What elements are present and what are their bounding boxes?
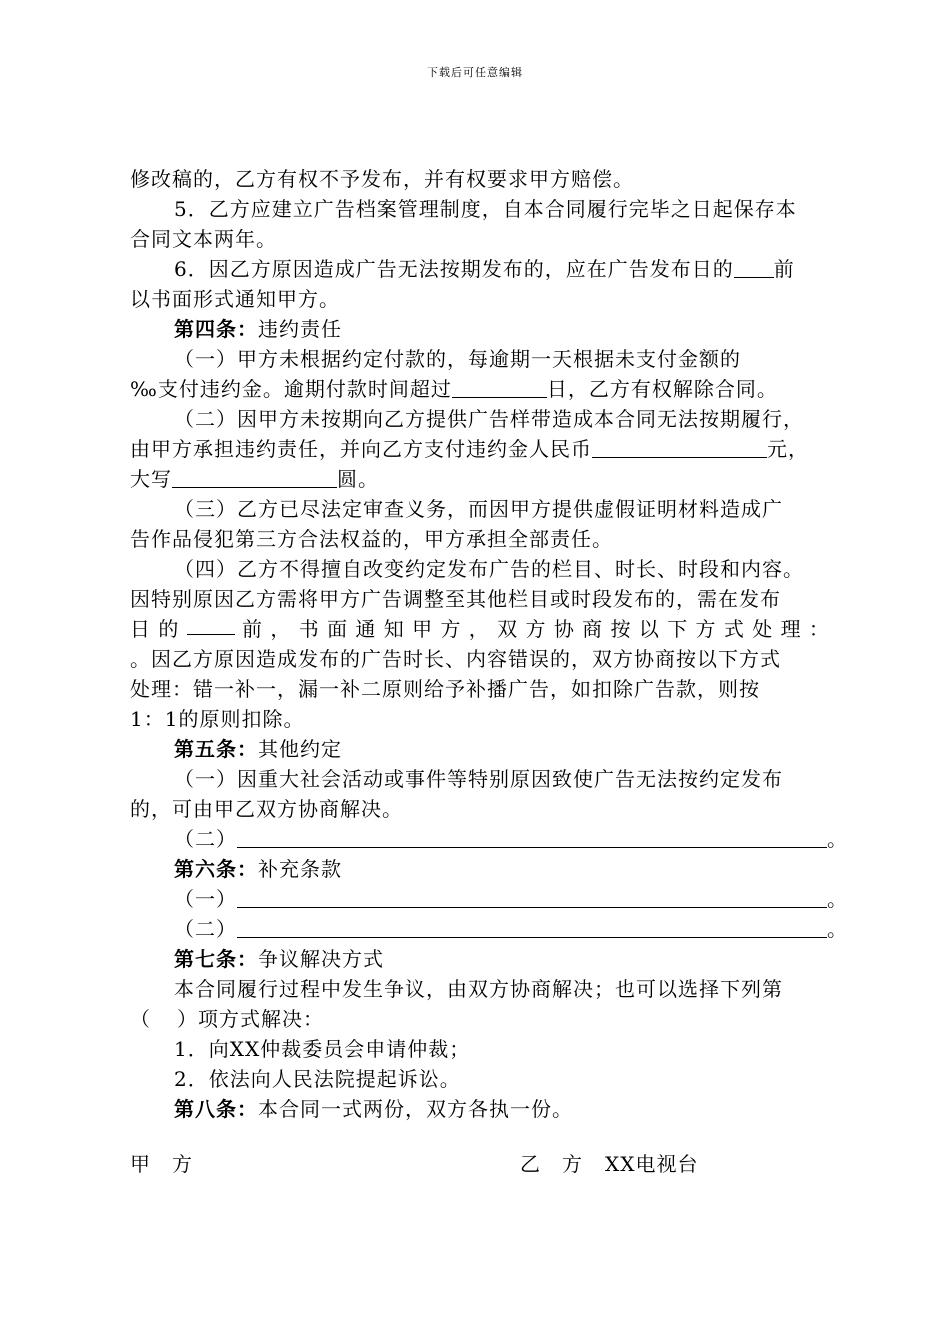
text-line: 告作品侵犯第三方合法权益的，甲方承担全部责任。 xyxy=(130,527,613,551)
text-line-justified xyxy=(130,614,830,644)
section-text: 争议解决方式 xyxy=(258,947,384,971)
text-char: 面 xyxy=(327,617,349,641)
text-segment: 。 xyxy=(827,827,848,851)
section-7-heading xyxy=(174,944,874,974)
section-text: 本合同一式两份，双方各执一份。 xyxy=(258,1097,573,1121)
text-segment: （二） xyxy=(174,917,237,941)
text-line: （三）乙方已尽法定审查义务，而因甲方提供虚假证明材料造成广 xyxy=(174,497,783,521)
text-char: 处 xyxy=(752,617,774,641)
text-char: 甲 xyxy=(412,617,434,641)
text-line: 因特别原因乙方需将甲方广告调整至其他栏目或时段发布的，需在发布 xyxy=(130,587,781,611)
section-text: 补充条款 xyxy=(258,857,342,881)
text-segment: ‰支付违约金。逾期付款时间超过 xyxy=(130,377,452,401)
text-line xyxy=(130,374,830,404)
text-line: （四）乙方不得擅自改变约定发布广告的栏目、时长、时段和内容。 xyxy=(174,557,804,581)
page-header: 下载后可任意编辑 xyxy=(427,66,523,79)
text-char: 下 xyxy=(667,617,689,641)
fill-blank xyxy=(187,614,235,635)
text-line: 。因乙方原因造成发布的广告时长、内容错误的，双方协商按以下方式 xyxy=(130,647,781,671)
fill-blank xyxy=(734,257,774,278)
text-segment: 大写 xyxy=(130,467,172,491)
text-segment: 日，乙方有权解除合同。 xyxy=(546,377,778,401)
text-segment: （二） xyxy=(174,827,237,851)
fill-blank xyxy=(592,437,767,458)
text-line: 修改稿的，乙方有权不予发布，并有权要求甲方赔偿。 xyxy=(130,167,634,191)
section-text: 其他约定 xyxy=(258,737,342,761)
text-char: 以 xyxy=(638,617,660,641)
text-line: 以书面形式通知甲方。 xyxy=(130,287,340,311)
section-5-heading xyxy=(174,734,874,764)
section-8-heading xyxy=(174,1094,874,1124)
text-line: （一）因重大社会活动或事件等特别原因致使广告无法按约定发布 xyxy=(174,767,783,791)
text-char: 书 xyxy=(298,617,320,641)
text-line xyxy=(174,824,874,854)
text-segment: （ xyxy=(130,1007,151,1031)
party-b-block xyxy=(520,1148,698,1177)
section-4-heading xyxy=(174,314,874,344)
text-char: 的 xyxy=(158,617,180,641)
text-char: 方 xyxy=(525,617,547,641)
party-a-label: 甲 方 xyxy=(130,1152,193,1176)
option-2: 2．依法向人民法院提起诉讼。 xyxy=(174,1067,461,1091)
text-char: 双 xyxy=(497,617,519,641)
text-line: 合同文本两年。 xyxy=(130,227,277,251)
text-char: 通 xyxy=(355,617,377,641)
text-segment: ）项方式解决： xyxy=(177,1007,324,1031)
section-title: 第五条： xyxy=(174,737,258,761)
text-char: 方 xyxy=(440,617,462,641)
clause-5: 5．乙方应建立广告档案管理制度，自本合同履行完毕之日起保存本 xyxy=(174,197,797,221)
text-char: 前 xyxy=(242,617,264,641)
text-line xyxy=(174,914,874,944)
text-char: ： xyxy=(808,617,830,641)
text-segment: 元， xyxy=(767,437,809,461)
section-title: 第六条： xyxy=(174,857,258,881)
text-char: ， xyxy=(270,617,292,641)
text-segment: 圆。 xyxy=(337,467,379,491)
text-line: 的，可由甲乙双方协商解决。 xyxy=(130,797,403,821)
text-char: ， xyxy=(468,617,490,641)
text-char: 商 xyxy=(582,617,604,641)
text-line: 1：1的原则扣除。 xyxy=(130,707,305,731)
text-line xyxy=(130,464,830,494)
option-1: 1．向XX仲裁委员会申请仲裁； xyxy=(174,1037,471,1061)
section-6-heading xyxy=(174,854,874,884)
text-segment: 由甲方承担违约责任，并向乙方支付违约金人民币 xyxy=(130,437,592,461)
text-line xyxy=(174,884,874,914)
text-char: 知 xyxy=(383,617,405,641)
text-char: 日 xyxy=(130,617,151,641)
section-text: 违约责任 xyxy=(258,317,342,341)
text-segment: 。 xyxy=(827,917,848,941)
text-line xyxy=(130,1004,830,1034)
fill-blank xyxy=(237,887,827,908)
text-char: 协 xyxy=(553,617,575,641)
fill-blank xyxy=(172,467,337,488)
section-title: 第八条： xyxy=(174,1097,258,1121)
fill-blank xyxy=(237,917,827,938)
text-segment: 6．因乙方原因造成广告无法按期发布的，应在广告发布日的 xyxy=(174,257,734,281)
text-char: 理 xyxy=(780,617,802,641)
text-line: 处理：错一补一，漏一补二原则给予补播广告，如扣除广告款，则按 xyxy=(130,677,760,701)
text-char: 方 xyxy=(695,617,717,641)
fill-blank xyxy=(452,377,547,398)
text-char: 按 xyxy=(610,617,632,641)
party-b-label: 乙 方 xyxy=(520,1152,583,1176)
section-title: 第四条： xyxy=(174,317,258,341)
section-title: 第七条： xyxy=(174,947,258,971)
party-b-name: XX电视台 xyxy=(605,1152,699,1176)
text-segment: 前 xyxy=(773,257,795,281)
fill-blank xyxy=(237,827,827,848)
text-line: （二）因甲方未按期向乙方提供广告样带造成本合同无法按期履行， xyxy=(174,407,804,431)
clause-6 xyxy=(174,254,874,284)
text-line: 本合同履行过程中发生争议，由双方协商解决；也可以选择下列第 xyxy=(174,977,783,1001)
text-segment: （一） xyxy=(174,887,237,911)
text-segment: 。 xyxy=(827,887,848,911)
text-char: 式 xyxy=(723,617,745,641)
text-line: （一）甲方未根据约定付款的，每逾期一天根据未支付金额的 xyxy=(174,347,741,371)
text-line xyxy=(130,434,830,464)
